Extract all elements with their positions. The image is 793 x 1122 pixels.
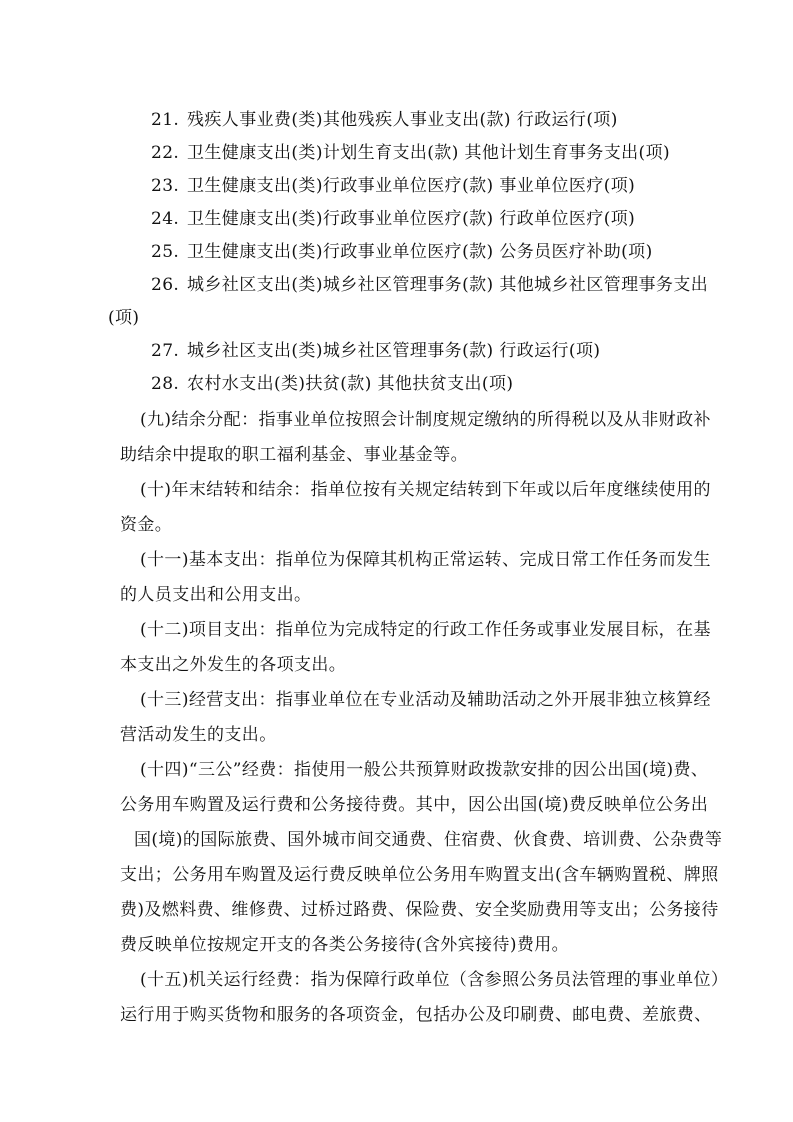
paragraph-line: 公务用车购置及运行费和公务接待费。其中，因公出国(境)费反映单位公务出 [120, 795, 709, 815]
list-item [120, 203, 680, 236]
paragraph-line: 支出；公务用车购置及运行费反映单位公务用车购置支出(含车辆购置税、牌照 [120, 865, 719, 885]
item-text: 残疾人事业费(类)其他残疾人事业支出(款) 行政运行(项) [187, 110, 618, 130]
paragraph-line: (十五)机关运行经费：指为保障行政单位（含参照公务员法管理的事业单位） [140, 970, 729, 990]
item-text: 城乡社区支出(类)城乡社区管理事务(款) 行政运行(项) [187, 341, 601, 361]
item-text: 农村水支出(类)扶贫(款) 其他扶贫支出(项) [187, 374, 514, 394]
paragraph-nianmo-jiezhuan [120, 473, 711, 543]
item-continuation: (项) [108, 308, 140, 328]
list-item [120, 368, 680, 401]
paragraph-line: (十二)项目支出：指单位为完成特定的行政工作任务或事业发展目标，在基 [140, 620, 711, 640]
list-item [120, 236, 680, 269]
list-item [120, 335, 680, 368]
paragraph-sangong-jingfei [120, 753, 723, 963]
item-number: 23. [151, 176, 180, 196]
paragraph-line: 国(境)的国际旅费、国外城市间交通费、住宿费、伙食费、培训费、公杂费等 [134, 830, 723, 850]
paragraph-jiben-zhichu [120, 543, 711, 613]
list-item [120, 137, 680, 170]
paragraph-jieyu-fenpei [120, 403, 711, 473]
paragraph-line: 的人员支出和公用支出。 [120, 585, 312, 605]
item-number: 26. [151, 275, 180, 295]
paragraph-line: (十三)经营支出：指事业单位在专业活动及辅助活动之外开展非独立核算经 [140, 690, 711, 710]
paragraph-line: 费)及燃料费、维修费、过桥过路费、保险费、安全奖励费用等支出；公务接待 [120, 900, 719, 920]
paragraph-line: (十)年末结转和结余：指单位按有关规定结转到下年或以后年度继续使用的 [140, 480, 711, 500]
item-text: 卫生健康支出(类)行政事业单位医疗(款) 行政单位医疗(项) [187, 209, 636, 229]
item-number: 24. [151, 209, 180, 229]
item-number: 25. [151, 242, 180, 262]
document-content [108, 104, 729, 1033]
paragraph-line: (九)结余分配：指事业单位按照会计制度规定缴纳的所得税以及从非财政补 [140, 410, 711, 430]
paragraph-line: (十一)基本支出：指单位为保障其机构正常运转、完成日常工作任务而发生 [140, 550, 711, 570]
item-text: 卫生健康支出(类)行政事业单位医疗(款) 公务员医疗补助(项) [187, 242, 653, 262]
item-number: 22. [151, 143, 180, 163]
paragraph-line: 运行用于购买货物和服务的各项资金，包括办公及印刷费、邮电费、差旅费、 [120, 1005, 712, 1025]
paragraph-line: 助结余中提取的职工福利基金、事业基金等。 [120, 445, 468, 465]
paragraph-jiguan-yunxing [120, 963, 729, 1033]
item-number: 28. [151, 374, 180, 394]
item-number: 27. [151, 341, 180, 361]
item-text: 城乡社区支出(类)城乡社区管理事务(款) 其他城乡社区管理事务支出 [187, 275, 709, 295]
list-item [120, 104, 680, 137]
paragraph-jingying-zhichu [120, 683, 711, 753]
item-text: 卫生健康支出(类)行政事业单位医疗(款) 事业单位医疗(项) [187, 176, 636, 196]
list-item [108, 269, 709, 335]
item-text: 卫生健康支出(类)计划生育支出(款) 其他计划生育事务支出(项) [187, 143, 670, 163]
item-number: 21. [151, 110, 180, 130]
list-item [120, 170, 680, 203]
paragraph-line: 费反映单位按规定开支的各类公务接待(含外宾接待)费用。 [120, 935, 570, 955]
paragraph-line: 营活动发生的支出。 [120, 725, 277, 745]
paragraph-xiangmu-zhichu [120, 613, 711, 683]
paragraph-line: 资金。 [120, 515, 173, 535]
paragraph-line: 本支出之外发生的各项支出。 [120, 655, 347, 675]
item-line [108, 269, 709, 302]
paragraph-line: (十四)“三公”经费：指使用一般公共预算财政拨款安排的因公出国(境)费、 [140, 760, 709, 780]
